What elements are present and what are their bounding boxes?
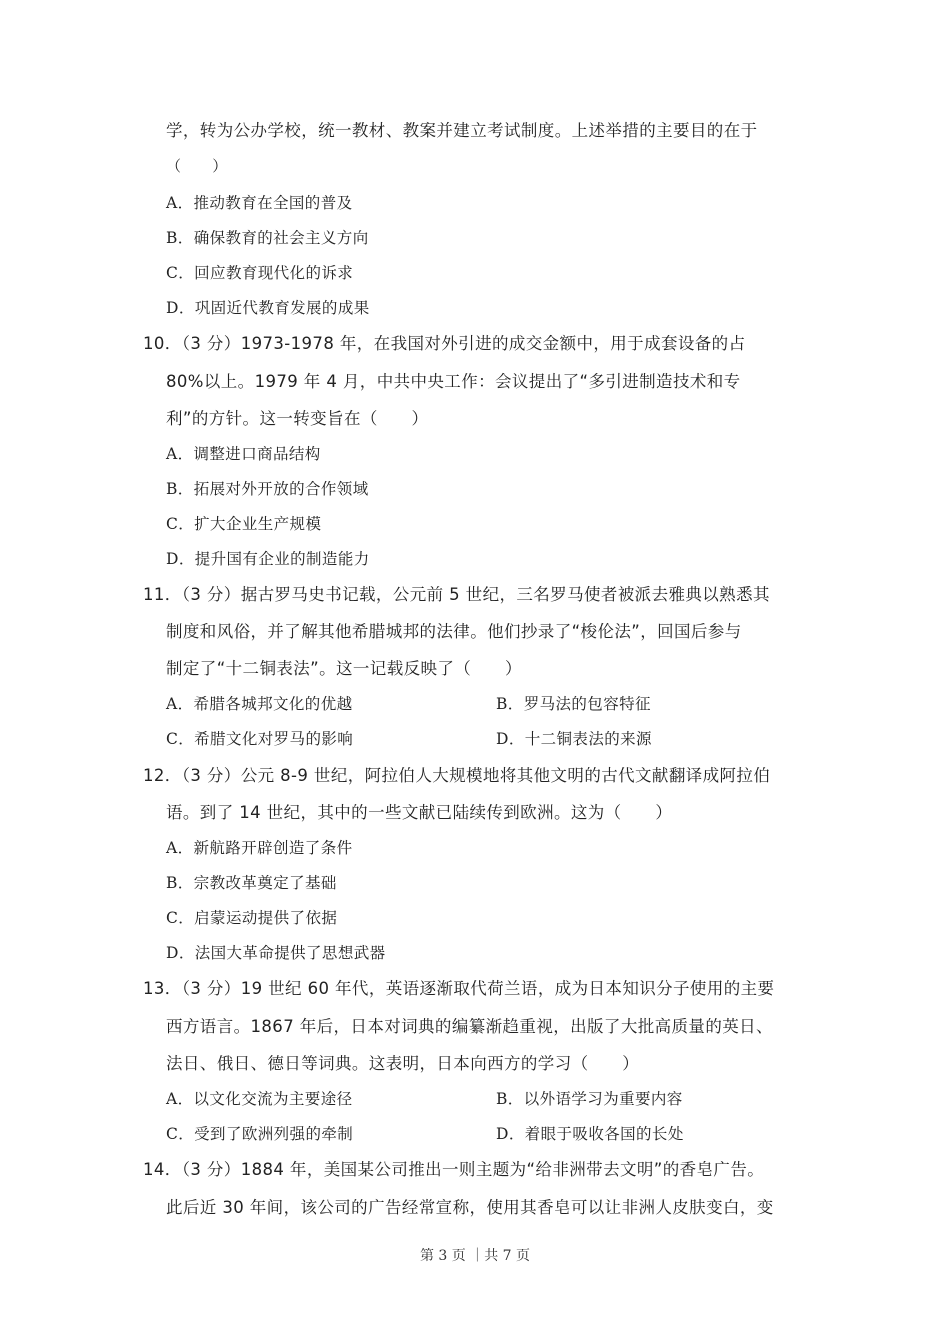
q11-option-d: D．十二铜表法的来源 (496, 730, 652, 748)
q9-option-a: A．推动教育在全国的普及 (166, 194, 353, 212)
q12-option-d: D．法国大革命提供了思想武器 (166, 944, 386, 962)
q13-option-d: D．着眼于吸收各国的长处 (496, 1125, 684, 1143)
q10-option-d: D．提升国有企业的制造能力 (166, 550, 370, 568)
q10-stem-line: 利”的方针。这一转变旨在（ ） (166, 409, 429, 428)
q11-stem-line: 制度和风俗，并了解其他希腊城邦的法律。他们抄录了“梭伦法”，回国后参与 (166, 622, 742, 641)
q13-stem-line: 西方语言。1867 年后，日本对词典的编纂渐趋重视，出版了大批高质量的英日、 (166, 1017, 773, 1036)
q14-stem-line: 此后近 30 年间，该公司的广告经常宣称，使用其香皂可以让非洲人皮肤变白，变 (166, 1198, 774, 1217)
q12-option-c: C．启蒙运动提供了依据 (166, 909, 338, 927)
q9-option-b: B．确保教育的社会主义方向 (166, 229, 369, 247)
q13-option-c: C．受到了欧洲列强的牵制 (166, 1125, 354, 1143)
q13-stem-line: 13．（3 分）19 世纪 60 年代，英语逐渐取代荷兰语，成为日本知识分子使用的主要 (143, 979, 775, 998)
q12-option-a: A．新航路开辟创造了条件 (166, 839, 353, 857)
q10-option-b: B．拓展对外开放的合作领域 (166, 480, 369, 498)
q9-answer-bracket: （ ） (166, 157, 228, 175)
q10-option-c: C．扩大企业生产规模 (166, 515, 322, 533)
q13-stem-line: 法日、俄日、德日等词典。这表明，日本向西方的学习（ ） (166, 1054, 640, 1073)
q12-stem-line: 12．（3 分）公元 8-9 世纪，阿拉伯人大规模地将其他文明的古代文献翻译成阿拉伯 (143, 766, 771, 785)
q9-option-c: C．回应教育现代化的诉求 (166, 264, 354, 282)
q10-stem-line: 80%以上。1979 年 4 月，中共中央工作：会议提出了“多引进制造技术和专 (166, 372, 741, 391)
q11-stem-line: 11．（3 分）据古罗马史书记载，公元前 5 世纪，三名罗马使者被派去雅典以熟悉其 (143, 585, 770, 604)
q9-option-d: D．巩固近代教育发展的成果 (166, 299, 370, 317)
q12-stem-line: 语。到了 14 世纪，其中的一些文献已陆续传到欧洲。这为（ ） (166, 803, 673, 822)
page-footer: 第 3 页 ｜共 7 页 (419, 1248, 531, 1264)
q9-stem-line: 学，转为公办学校，统一教材、教案并建立考试制度。上述举措的主要目的在于 (166, 121, 758, 140)
q14-stem-line: 14．（3 分）1884 年，美国某公司推出一则主题为“给非洲带去文明”的香皂广告。 (143, 1160, 765, 1179)
q10-option-a: A．调整进口商品结构 (166, 445, 321, 463)
q11-option-b: B．罗马法的包容特征 (496, 695, 651, 713)
q12-option-b: B．宗教改革奠定了基础 (166, 874, 337, 892)
q11-stem-line: 制定了“十二铜表法”。这一记载反映了（ ） (166, 659, 522, 678)
q13-option-a: A．以文化交流为主要途径 (166, 1090, 353, 1108)
q10-stem-line: 10．（3 分）1973-1978 年，在我国对外引进的成交金额中，用于成套设备的占 (143, 334, 746, 353)
q13-option-b: B．以外语学习为重要内容 (496, 1090, 683, 1108)
q11-option-c: C．希腊文化对罗马的影响 (166, 730, 354, 748)
q11-option-a: A．希腊各城邦文化的优越 (166, 695, 353, 713)
